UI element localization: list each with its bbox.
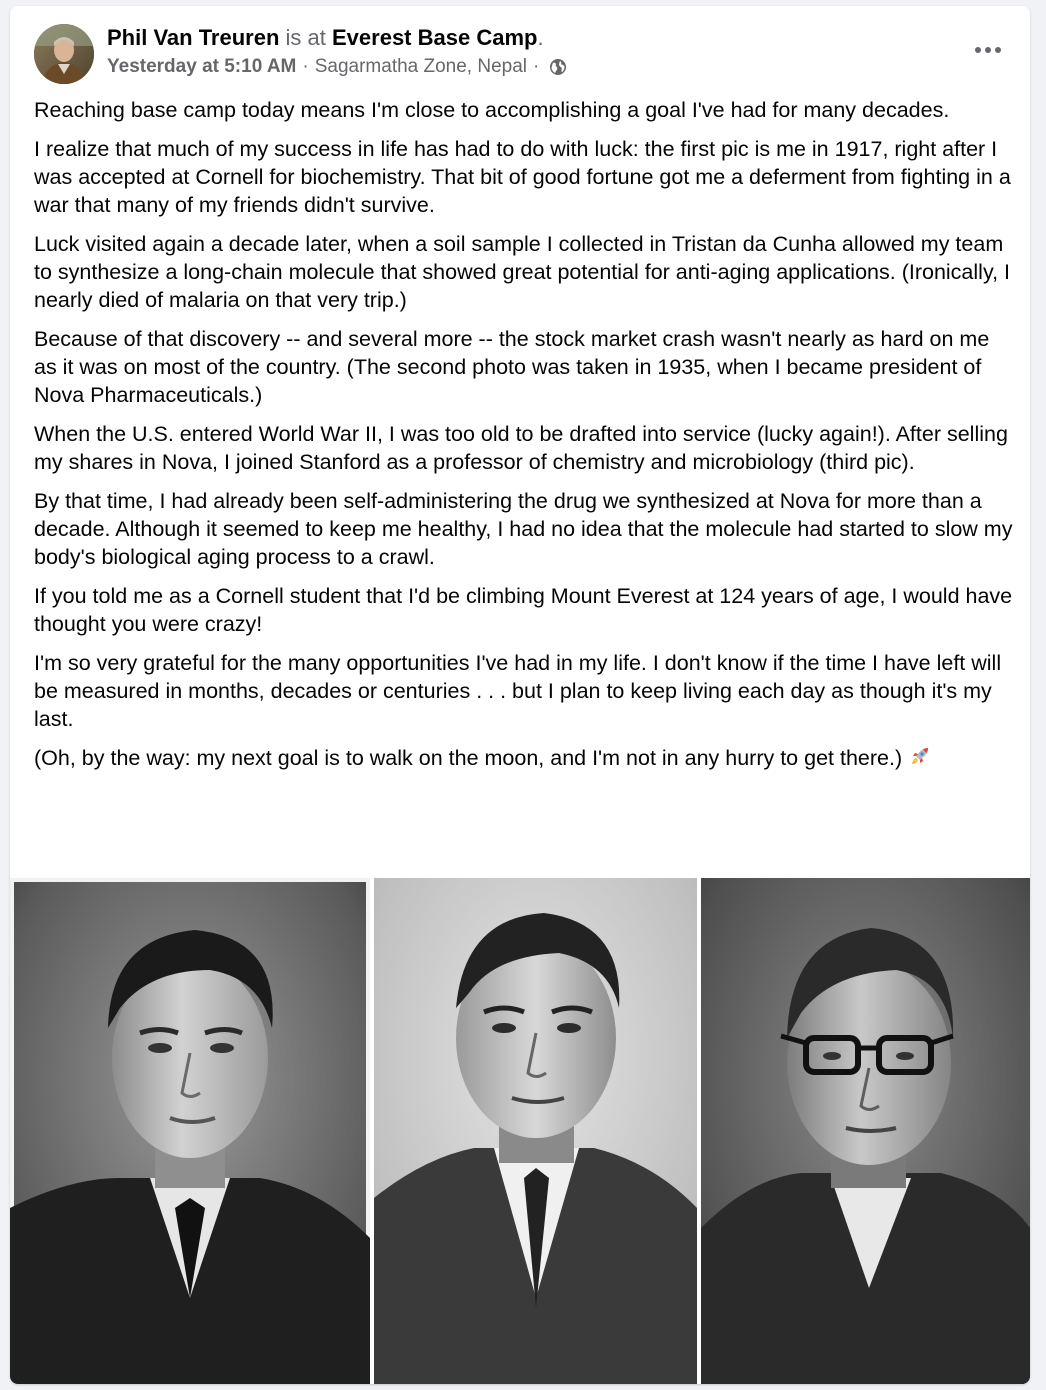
post-paragraph: By that time, I had already been self-administering the drug we synthesized at Nova for more than a decade. Although it seemed to keep me healthy, I had no idea that the molecule had started to slow my body's biological aging process to a crawl. (34, 489, 1013, 569)
portrait-photo-3[interactable] (701, 878, 1030, 1384)
photo-grid (10, 878, 1030, 1384)
post-paragraph-last (34, 744, 1014, 775)
post-paragraph: When the U.S. entered World War II, I was too old to be drafted into service (lucky again!). After selling my shares in Nova, I joined Stanford as a professor of chemistry and microbiology (third pic). (34, 422, 1008, 474)
meta-separator-2: · (533, 56, 540, 77)
post-meta (107, 55, 567, 79)
globe-icon[interactable] (549, 58, 567, 76)
post-paragraph: I'm so very grateful for the many opportunities I've had in my life. I don't know if the time I have left will be measured in months, decades or centuries . . . but I plan to keep living each day as though it's my last. (34, 651, 1002, 731)
post-paragraph: I realize that much of my success in life has had to do with luck: the first pic is me in 1917, right after I was accepted at Cornell for biochemistry. That bit of good fortune got me a deferment from fighting in a war that many of my friends didn't survive. (34, 137, 1011, 217)
is-at-text: is at (285, 25, 326, 50)
portrait-photo-1[interactable] (10, 878, 370, 1384)
more-options-icon (974, 46, 1002, 54)
meta-separator: · (302, 56, 309, 77)
location-period: . (537, 25, 544, 50)
last-paragraph-text: (Oh, by the way: my next goal is to walk on the moon, and I'm not in any hurry to get there.) (34, 746, 903, 770)
post-body (34, 96, 1014, 786)
post-paragraph: Luck visited again a decade later, when a soil sample I collected in Tristan da Cunha allowed my team to synthesize a long-chain molecule that showed great potential for anti-aging applications. (Ironically, I nearly died of malaria on that very trip.) (34, 232, 1011, 312)
author-name[interactable]: Phil Van Treuren (107, 25, 280, 50)
location-name[interactable]: Everest Base Camp (332, 25, 538, 50)
post-header (10, 6, 1030, 90)
post-place[interactable]: Sagarmatha Zone, Nepal (314, 56, 528, 77)
portrait-photo-2[interactable] (374, 878, 697, 1384)
author-avatar[interactable] (34, 24, 94, 84)
post-paragraph: Reaching base camp today means I'm close to accomplishing a goal I've had for many decades. (34, 98, 950, 122)
author-line (107, 25, 544, 51)
rocket-icon (908, 744, 932, 775)
post-card (10, 6, 1030, 1384)
post-paragraph: Because of that discovery -- and several more -- the stock market crash wasn't nearly as hard on me as it was on most of the country. (The second photo was taken in 1935, when I became president of Nova Pharmaceuticals.) (34, 327, 990, 407)
post-timestamp[interactable]: Yesterday at 5:10 AM (107, 56, 297, 77)
post-paragraph: If you told me as a Cornell student that I'd be climbing Mount Everest at 124 years of age, I would have thought you were crazy! (34, 584, 1013, 636)
more-options-button[interactable] (968, 34, 1008, 66)
